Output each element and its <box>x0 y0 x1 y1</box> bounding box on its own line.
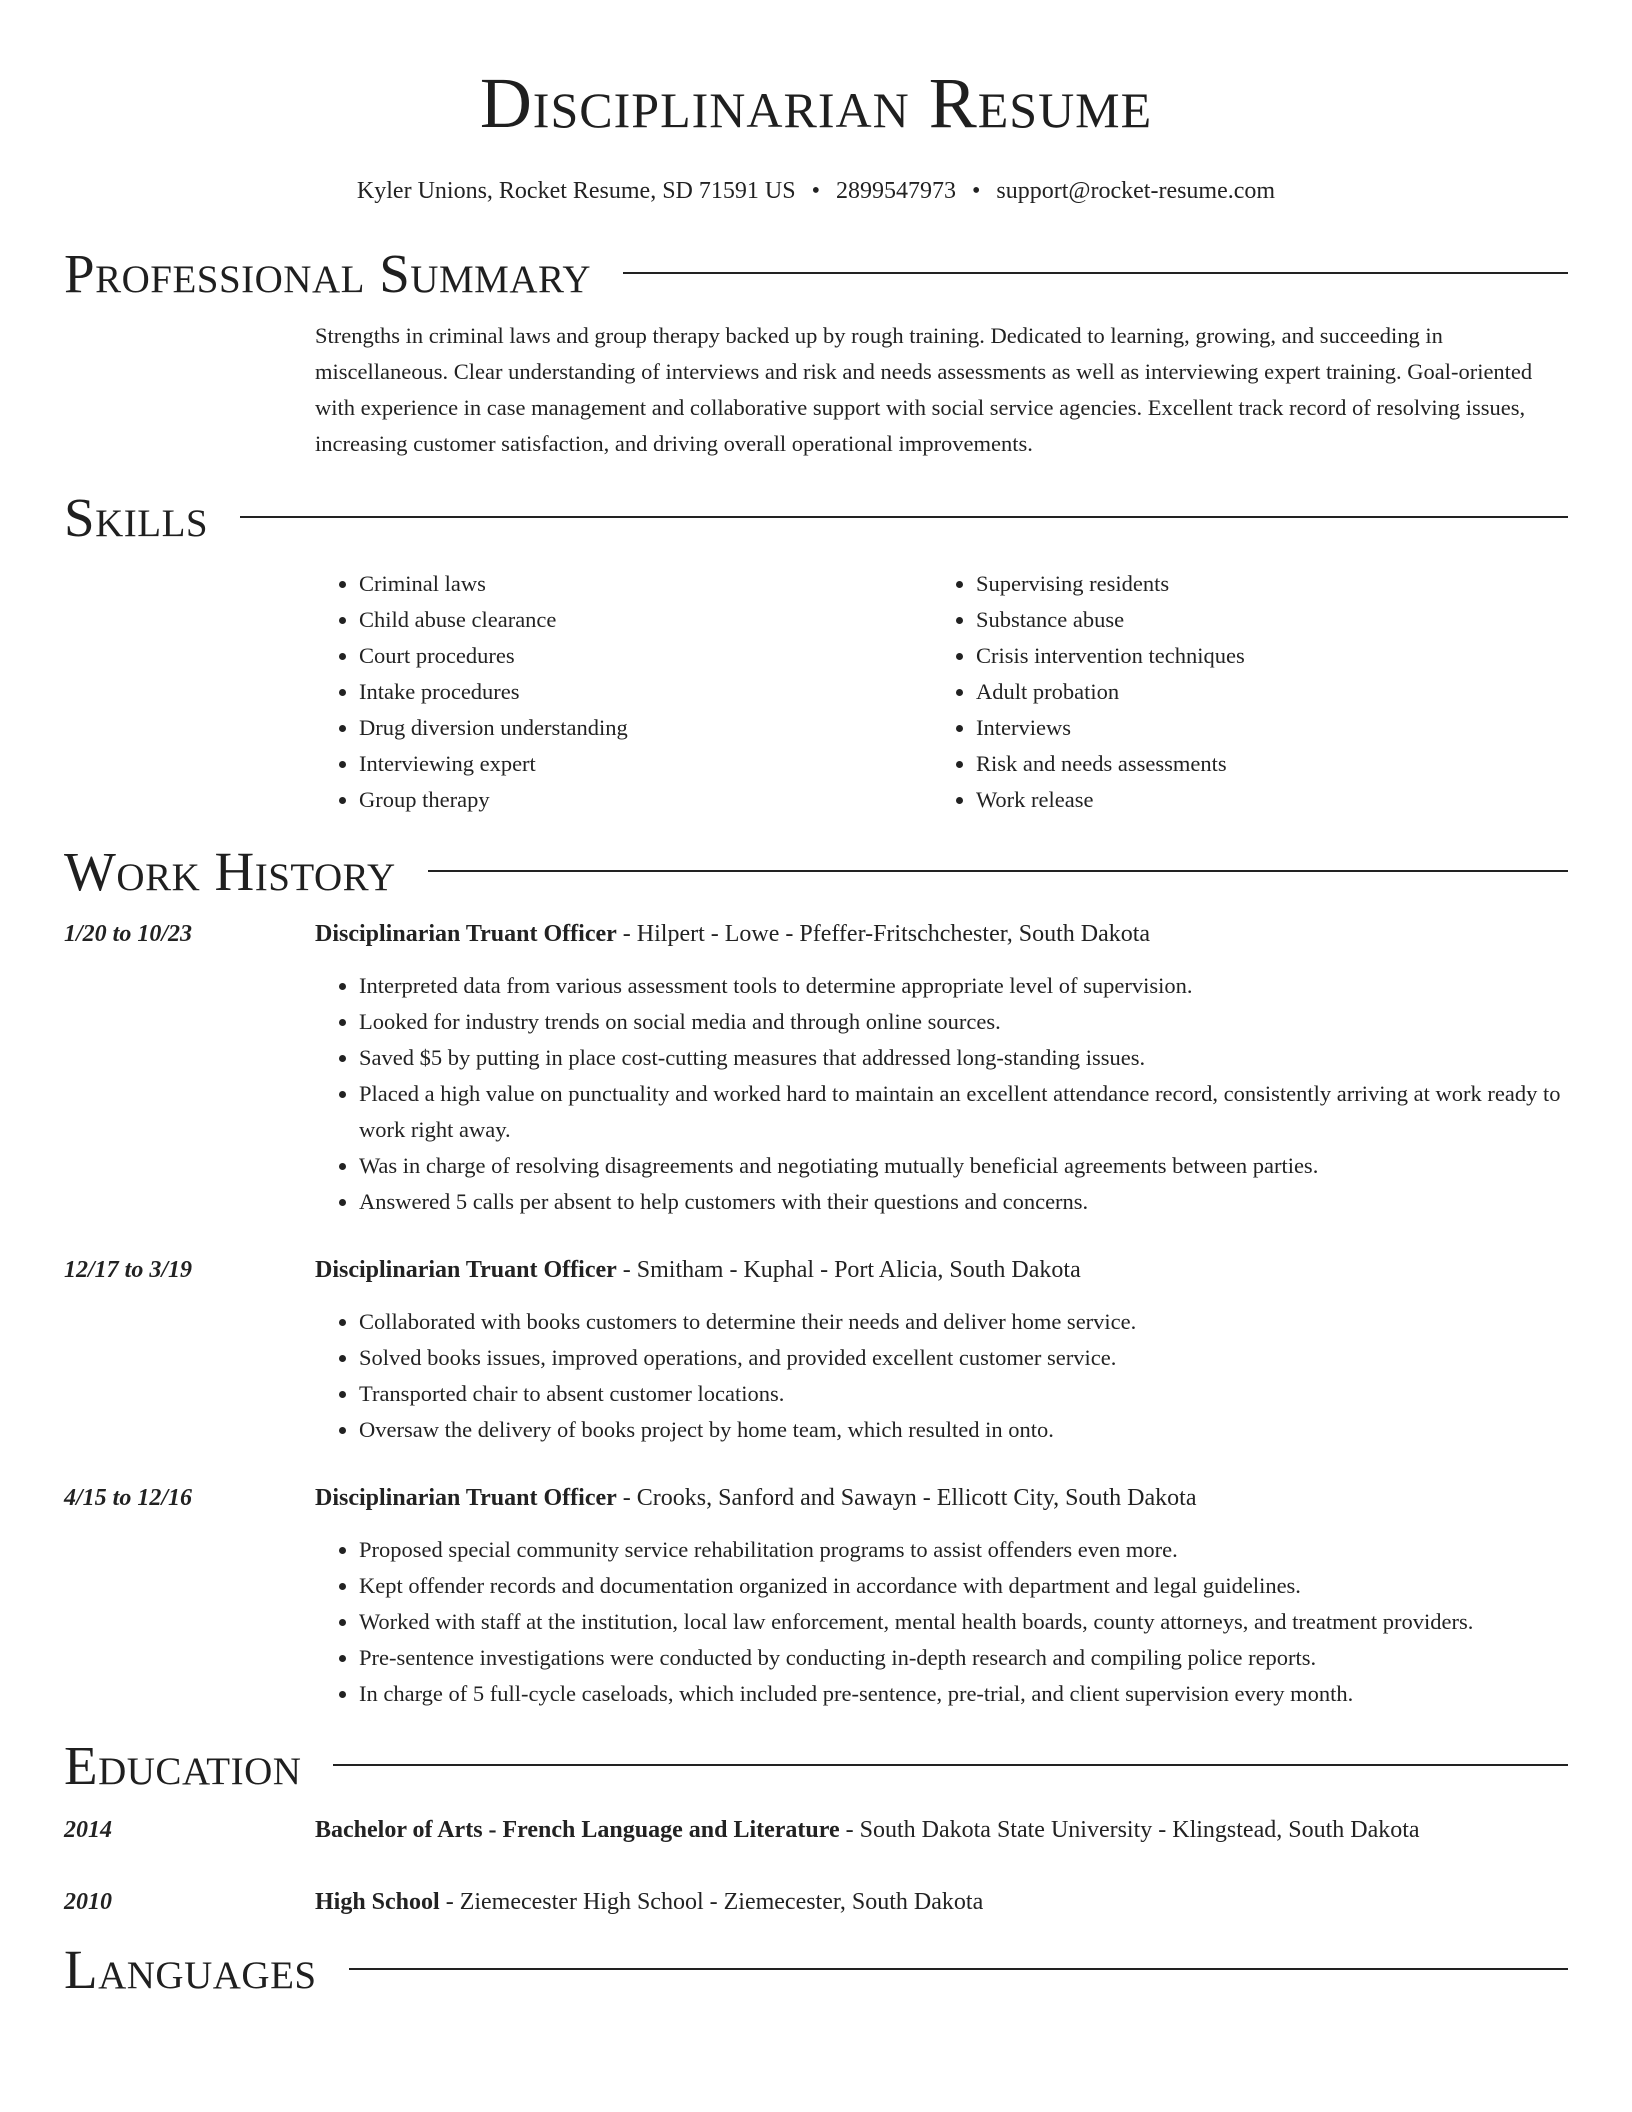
work-entry <box>64 1252 1568 1448</box>
work-entry-bullets <box>315 968 1568 1220</box>
education-section-header <box>64 1730 1568 1800</box>
section-divider <box>349 1968 1568 1970</box>
work-bullet: • Pre-sentence investigations were conducted by conducting in-depth research and compiling police reports. <box>359 1640 1568 1676</box>
work-entry-date: 1/20 to 10/23 <box>64 921 193 947</box>
skill-item: • Supervising residents <box>976 566 1549 602</box>
skill-item: • Group therapy <box>359 782 932 818</box>
education-entry-body <box>315 1812 1568 1848</box>
education-entry-date: 2010 <box>64 1889 112 1915</box>
work-entry-role: Disciplinarian Truant Officer <box>315 1257 617 1283</box>
work-section-title: Work History <box>64 840 396 902</box>
summary-text: Strengths in criminal laws and group therapy backed up by rough training. Dedicated to learning, growing, and succeeding in miscellaneous. Clear understanding of interviews and risk and needs assessments as well as interviewing expert training. Goal-oriented with experience in case management and collaborative support with social service agencies. Excellent track record of resolving issues, increasing customer satisfaction, and driving overall operational improvements. <box>315 323 1533 456</box>
work-entry-date: 12/17 to 3/19 <box>64 1257 193 1283</box>
work-bullet: • Interpreted data from various assessment tools to determine appropriate level of supervision. <box>359 968 1568 1004</box>
contact-phone: 2899547973 <box>835 178 956 204</box>
section-divider <box>240 516 1568 518</box>
work-entry-role: Disciplinarian Truant Officer <box>315 921 617 947</box>
skill-item: • Substance abuse <box>976 602 1549 638</box>
work-entry-bullets <box>315 1532 1568 1712</box>
education-details: - South Dakota State University - Klingstead, South Dakota <box>839 1817 1420 1843</box>
work-entry <box>64 1480 1568 1712</box>
summary-section-header <box>64 238 1568 308</box>
education-entry-date: 2014 <box>64 1817 112 1843</box>
work-bullet: • In charge of 5 full-cycle caseloads, which included pre-sentence, pre-trial, and client supervision every month. <box>359 1676 1568 1712</box>
work-entry-heading <box>315 1252 1568 1288</box>
resume-page <box>64 0 1568 2004</box>
skills-list <box>315 566 1568 818</box>
work-bullet: • Kept offender records and documentation organized in accordance with department and legal guidelines. <box>359 1568 1568 1604</box>
education-degree: High School <box>315 1889 440 1915</box>
work-entry-details: - Hilpert - Lowe - Pfeffer-Fritschchester, South Dakota <box>616 921 1151 947</box>
work-entry-bullets <box>315 1304 1568 1448</box>
section-divider <box>333 1764 1568 1766</box>
skill-item: • Adult probation <box>976 674 1549 710</box>
contact-address: Kyler Unions, Rocket Resume, SD 71591 US <box>356 178 796 204</box>
work-entry-body <box>315 1480 1568 1712</box>
skills-section-header <box>64 482 1568 552</box>
work-entry-date: 4/15 to 12/16 <box>64 1485 193 1511</box>
contact-line <box>64 176 1568 206</box>
work-bullet: • Saved $5 by putting in place cost-cutting measures that addressed long-standing issues. <box>359 1040 1568 1076</box>
work-bullet: • Transported chair to absent customer locations. <box>359 1376 1568 1412</box>
work-entry-details: - Crooks, Sanford and Sawayn - Ellicott City, South Dakota <box>616 1485 1197 1511</box>
contact-separator: • <box>811 178 820 204</box>
work-bullet: • Proposed special community service rehabilitation programs to assist offenders even more. <box>359 1532 1568 1568</box>
skills-column-right <box>932 566 1549 818</box>
languages-section-header <box>64 1934 1568 2004</box>
work-bullet: • Oversaw the delivery of books project by home team, which resulted in onto. <box>359 1412 1568 1448</box>
skills-section-title: Skills <box>64 486 209 548</box>
work-bullet: • Was in charge of resolving disagreements and negotiating mutually beneficial agreements between parties. <box>359 1148 1568 1184</box>
skill-item: • Criminal laws <box>359 566 932 602</box>
work-entry-body <box>315 1252 1568 1448</box>
work-bullet: • Looked for industry trends on social media and through online sources. <box>359 1004 1568 1040</box>
skills-column-left <box>315 566 932 818</box>
skill-item: • Intake procedures <box>359 674 932 710</box>
work-bullet: • Worked with staff at the institution, local law enforcement, mental health boards, county attorneys, and treatment providers. <box>359 1604 1568 1640</box>
languages-section-title: Languages <box>64 1938 317 2000</box>
skill-item: • Work release <box>976 782 1549 818</box>
work-entry <box>64 916 1568 1220</box>
education-section-title: Education <box>64 1734 302 1796</box>
contact-email: support@rocket-resume.com <box>996 178 1276 204</box>
education-entry <box>64 1884 1568 1920</box>
work-bullet: • Solved books issues, improved operations, and provided excellent customer service. <box>359 1340 1568 1376</box>
work-entry-role: Disciplinarian Truant Officer <box>315 1485 617 1511</box>
resume-title: Disciplinarian Resume <box>479 63 1153 143</box>
section-divider <box>428 870 1568 872</box>
skill-item: • Risk and needs assessments <box>976 746 1549 782</box>
work-bullet: • Placed a high value on punctuality and worked hard to maintain an excellent attendance record, consistently arriving at work ready to work right away. <box>359 1076 1568 1148</box>
work-entry-details: - Smitham - Kuphal - Port Alicia, South Dakota <box>616 1257 1081 1283</box>
contact-separator: • <box>971 178 981 204</box>
summary-section-title: Professional Summary <box>64 242 592 304</box>
skill-item: • Court procedures <box>359 638 932 674</box>
education-entry-body <box>315 1884 1568 1920</box>
section-divider <box>623 272 1568 274</box>
work-entry-heading <box>315 916 1568 952</box>
skill-item: • Crisis intervention techniques <box>976 638 1549 674</box>
work-section-header <box>64 836 1568 906</box>
skill-item: • Drug diversion understanding <box>359 710 932 746</box>
skill-item: • Interviews <box>976 710 1549 746</box>
skill-item: • Interviewing expert <box>359 746 932 782</box>
skill-item: • Child abuse clearance <box>359 602 932 638</box>
education-entry <box>64 1812 1568 1848</box>
education-details: - Ziemecester High School - Ziemecester, South Dakota <box>439 1889 984 1915</box>
education-degree: Bachelor of Arts - French Language and Literature <box>315 1817 840 1843</box>
work-bullet: • Collaborated with books customers to determine their needs and deliver home service. <box>359 1304 1568 1340</box>
work-entry-heading <box>315 1480 1568 1516</box>
work-entry-body <box>315 916 1568 1220</box>
work-bullet: • Answered 5 calls per absent to help customers with their questions and concerns. <box>359 1184 1568 1220</box>
summary-content <box>315 318 1568 462</box>
